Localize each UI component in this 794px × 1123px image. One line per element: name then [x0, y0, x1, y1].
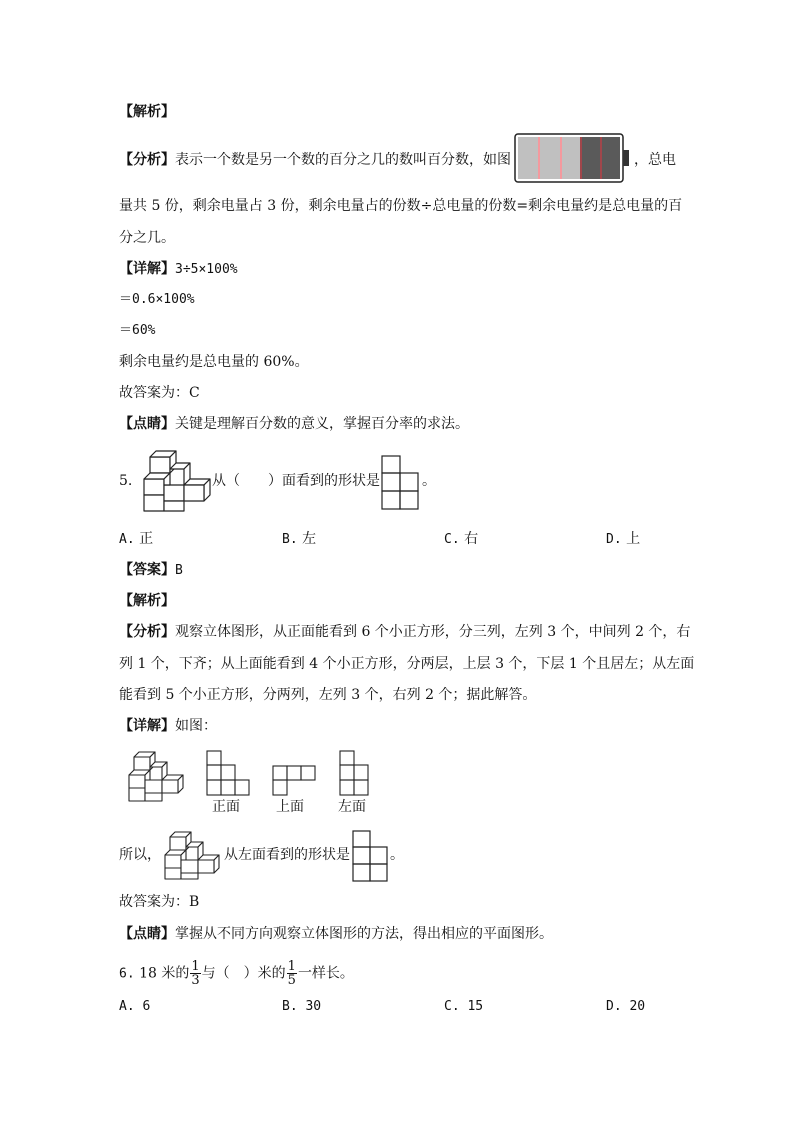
q5-answer-value: B	[175, 563, 183, 578]
q5-jiexi-label: 【解析】	[119, 593, 175, 609]
q4-fenxi-text-1: 表示一个数是另一个数的百分之几的数叫百分数，如图	[175, 152, 511, 168]
q4-step-3: ＝60%	[119, 323, 156, 338]
battery-cell-2	[540, 137, 560, 179]
battery-cell-1	[518, 137, 538, 179]
q4-conclusion: 剩余电量约是总电量的 60%。	[119, 354, 309, 370]
q4-fenxi-line-1	[119, 150, 511, 170]
q5-xiangjie-text: 如图：	[175, 718, 217, 734]
caption-front-view: 正面	[212, 799, 240, 815]
q5-stem-a: 从（ ）面看到的形状是	[212, 473, 380, 489]
q4-xiangjie-label: 【详解】	[119, 261, 175, 277]
q5-left-view-shape	[381, 455, 419, 510]
q5-xiangjie-label: 【详解】	[119, 718, 175, 734]
q5-suoyi-a: 所以，	[119, 847, 161, 863]
q4-dianjing-label: 【点睛】	[119, 416, 175, 432]
q6-fraction-2: $\frac{1}{5}$	[287, 959, 296, 988]
q5-detail-cubes-figure	[126, 748, 186, 803]
q5-option-b: B. 左	[282, 531, 317, 547]
battery-figure	[514, 133, 632, 185]
q5-option-c: C. 右	[444, 531, 479, 547]
q5-suoyi-left-view-shape	[352, 830, 388, 882]
q5-fenxi-text-1: 观察立体图形，从正面能看到 6 个小正方形，分三列，左列 3 个，中间列 2 个，右	[175, 624, 691, 640]
q5-front-view-shape	[206, 750, 250, 796]
q5-option-d: D. 上	[606, 531, 641, 547]
q4-xiangjie-line	[119, 259, 238, 280]
q5-dianjing-label: 【点睛】	[119, 926, 175, 942]
q6-stem-a: 18 米的	[139, 965, 190, 982]
q6-fraction-1: $\frac{1}{3}$	[191, 959, 200, 988]
q5-dianjing-text: 掌握从不同方向观察立体图形的方法，得出相应的平面图形。	[175, 926, 553, 942]
q4-fenxi-text-3: 分之几。	[119, 230, 175, 246]
q6-option-d: D. 20	[606, 999, 646, 1014]
q6-stem-c: 一样长。	[297, 965, 354, 982]
q4-fenxi-label: 【分析】	[119, 152, 175, 168]
q6-option-a: A. 6	[119, 999, 151, 1014]
q5-suoyi-c: 。	[390, 847, 404, 863]
q6-option-b: B. 30	[282, 999, 322, 1014]
q6-stem	[119, 960, 354, 987]
q5-option-a: A. 正	[119, 531, 154, 547]
q5-stem-b: 。	[422, 473, 436, 489]
caption-top-view: 上面	[276, 799, 304, 815]
q5-number: 5.	[119, 473, 133, 489]
q4-dianjing-text: 关键是理解百分数的意义，掌握百分率的求法。	[175, 416, 469, 432]
q5-answer-label: 【答案】	[119, 562, 175, 578]
q4-dianjing-line	[119, 414, 469, 434]
q4-answer-line: 故答案为：C	[119, 385, 200, 401]
q5-cubes-figure	[142, 447, 212, 511]
q5-fenxi-line-1	[119, 622, 690, 642]
q5-suoyi-b: 从左面看到的形状是	[224, 847, 350, 863]
battery-terminal	[623, 150, 629, 166]
q5-xiangjie-line	[119, 716, 217, 736]
q6-stem-b: 与（ ）米的	[201, 965, 286, 982]
q6-number: 6.	[119, 966, 135, 982]
q5-answer-line: 故答案为：B	[119, 894, 200, 910]
battery-cell-3	[562, 137, 582, 179]
q5-dianjing-line	[119, 924, 553, 944]
q4-step-2: ＝0.6×100%	[119, 292, 195, 307]
q5-fenxi-text-2: 列 1 个，下齐；从上面能看到 4 个小正方形，分两层，上层 3 个，下层 1 个且居左；从左面	[119, 656, 695, 672]
q5-fenxi-text-3: 能看到 5 个小正方形，分两列，左列 3 个，右列 2 个；据此解答。	[119, 687, 537, 703]
q5-suoyi-cubes-figure	[162, 828, 224, 880]
caption-left-view: 左面	[338, 799, 366, 815]
q5-left-view-detail-shape	[339, 750, 371, 796]
q4-fenxi-text-1b: ，总电	[634, 152, 676, 168]
q4-step-1: 3÷5×100%	[175, 262, 238, 277]
q5-top-view-shape	[272, 765, 318, 797]
q5-fenxi-label: 【分析】	[119, 624, 175, 640]
q4-jiexi-label: 【解析】	[119, 104, 175, 120]
battery-cell-4	[580, 137, 620, 179]
q5-answer-row	[119, 560, 183, 581]
q4-fenxi-text-2: 量共 5 份，剩余电量占 3 份，剩余电量占的份数÷总电量的份数=剩余电量约是总电量的百	[119, 198, 683, 214]
q6-option-c: C. 15	[444, 999, 484, 1014]
